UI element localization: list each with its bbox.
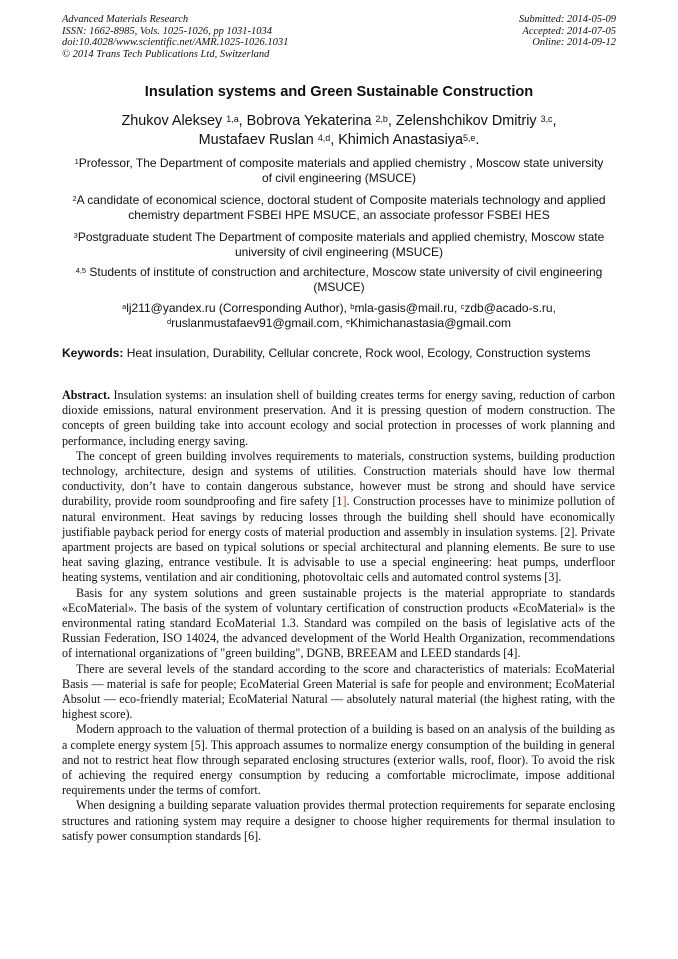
affiliation-text: Students of institute of construction and architecture, Moscow state university of civil engineering (MSUCE) xyxy=(89,265,603,294)
affiliation-sup: 2 xyxy=(72,194,77,204)
body-paragraph: There are several levels of the standard according to the score and characteristics of materials: EcoMaterial Basis — material is safe for people; EcoMaterial Green Material is safe for people and environment; EcoMaterial Absolut — eco-friendly material; EcoMaterial Natural — absolutely natural material (the highest rating, with the highest score). xyxy=(62,661,615,722)
online-date: Online: 2014-09-12 xyxy=(532,37,616,49)
dates-header xyxy=(519,14,616,49)
affiliation-sup: 1 xyxy=(74,157,79,167)
paragraph-text: . Construction processes have to minimize pollution of natural environment. Heat savings by reducing losses through the building shell should have economically justifiable payback period for energy costs of material production and assembly in insulation systems. [2]. Private apartment projects are based on typical solutions or special architectural and planning elements. Be sure to use heat saving glazing, entrance vestibule. It is advisable to use a special engineering: heat pumps, underfloor heating systems, ventilation and air conditioning, photovoltaic cells and automated control systems [3]. xyxy=(62,494,615,585)
keywords-label: Keywords: xyxy=(62,346,124,360)
affiliation xyxy=(70,265,608,295)
affiliation xyxy=(70,230,608,260)
affiliation xyxy=(70,156,608,186)
journal-name: Advanced Materials Research xyxy=(62,14,189,25)
author-list: Zhukov Aleksey $^{1,a}$, Bobrova Yekaterina $^{2,b}$, Zelenshchikov Dmitriy $^{3,c}$, Mustafaev Ruslan $^{4,d}$, Khimich Anastasiya$^{5,e}$. xyxy=(121,113,557,148)
author-name: Zhukov Aleksey xyxy=(121,113,223,129)
email-list xyxy=(70,301,608,331)
affiliation xyxy=(70,193,608,223)
paper-body xyxy=(62,388,615,844)
abstract xyxy=(62,388,615,449)
author-sup: 5,e xyxy=(462,132,476,143)
submitted-date: Submitted: 2014-05-09 xyxy=(518,14,616,25)
author-sup: 1,a xyxy=(226,113,239,124)
email-sup: c xyxy=(460,302,465,312)
keywords xyxy=(62,346,615,361)
email-link[interactable]: mla-gasis@mail.ru, xyxy=(354,301,461,315)
body-paragraph: Basis for any system solutions and green sustainable projects is the material appropriate to standards «EcoMaterial». The basis of the system of voluntary certification of construction products «EcoMaterial» is the environmental rating standard EcoMaterial 1.3. Standard was compiled on the basis of legislative acts of the Russian Federation, ISO 14024, the advanced development of the World Health Organization, recommendations of international organizations of "green building", DGNB, BREEAM and LEED standards [4]. xyxy=(62,585,615,661)
paper-title: Insulation systems and Green Sustainable Construction xyxy=(144,84,534,100)
keywords-text: Heat insulation, Durability, Cellular concrete, Rock wool, Ecology, Construction systems xyxy=(126,346,591,360)
citation-link[interactable]: ] xyxy=(342,494,347,509)
paragraph-text: The concept of green building involves requirements to materials, construction systems, building production technology, architecture, design and systems of utilities. Construction materials should have low thermal conductivity, don’t have to contain dangerous substance, however must be strong and should have service durability, provide room soundproofing and fire safety [1 xyxy=(62,448,615,509)
affiliation-sup: 3 xyxy=(73,231,78,241)
email-sup: e xyxy=(346,317,351,327)
affiliation-text: A candidate of economical science, doctoral student of Composite materials technology and applied chemistry department FSBEI HPE MSUCE, an associate professor FSBEI HES xyxy=(76,193,606,222)
affiliation-sup: 4,5 xyxy=(75,266,87,276)
author-name: Bobrova Yekaterina xyxy=(246,113,372,129)
journal-issn: ISSN: 1662-8985, Vols. 1025-1026, pp 1031-1034 xyxy=(62,25,272,37)
accepted-date: Accepted: 2014-07-05 xyxy=(522,25,616,37)
author-name: Khimich Anastasiya xyxy=(338,132,463,148)
author-sup: 3,c xyxy=(540,113,553,124)
body-paragraph: Modern approach to the valuation of thermal protection of a building is based on an analysis of the building as a complete energy system [5]. This approach assumes to normalize energy consumption of the building in general and not to restrict heat flow through separated enclosing structures (exterior walls, roof, floor). To avoid the risk of achieving the required energy consumption by reducing a comfortable microclimate, impose additional requirements under the terms of comfort. xyxy=(62,722,615,798)
email-link[interactable]: lj211@yandex.ru (Corresponding Author), xyxy=(126,301,351,315)
affiliation-text: Professor, The Department of composite materials and applied chemistry , Moscow state university of civil engineering (MSUCE) xyxy=(78,156,604,185)
author-name: Zelenshchikov Dmitriy xyxy=(395,113,537,129)
journal-doi[interactable]: doi:10.4028/www.scientific.net/AMR.1025-1026.1031 xyxy=(62,37,289,49)
email-link[interactable]: Khimichanastasia@gmail.com xyxy=(350,316,512,330)
author-name: Mustafaev Ruslan xyxy=(198,132,314,148)
author-sup: 2,b xyxy=(375,113,388,124)
affiliation-text: Postgraduate student The Department of composite materials and applied chemistry, Moscow state university of civil engineering (MSUCE) xyxy=(77,230,605,259)
email-link[interactable]: zdb@acado-s.ru, xyxy=(464,301,556,315)
journal-copyright: © 2014 Trans Tech Publications Ltd, Switzerland xyxy=(62,48,270,60)
journal-header xyxy=(62,14,288,60)
author-sup: 4,d xyxy=(317,132,331,143)
body-paragraph: When designing a building separate valuation provides thermal protection requirements for separate enclosing structures and rationing system may require a designer to choose higher requirements for thermal insulation to satisfy power consumption standards [6]. xyxy=(62,798,615,843)
body-paragraph xyxy=(62,449,615,586)
abstract-text: Insulation systems: an insulation shell of building creates terms for energy saving, reduction of carbon dioxide emissions, natural environment preservation. And it is pressing question of modern construction. The concepts of green building take into account ecology and social protection in processes of work planning and performance, including energy saving. xyxy=(62,388,616,448)
email-link[interactable]: ruslanmustafaev91@gmail.com, xyxy=(171,316,346,330)
email-sup: a xyxy=(122,302,127,312)
email-sup: b xyxy=(350,302,355,312)
email-sup: d xyxy=(166,317,172,327)
abstract-label: Abstract. xyxy=(62,388,111,402)
